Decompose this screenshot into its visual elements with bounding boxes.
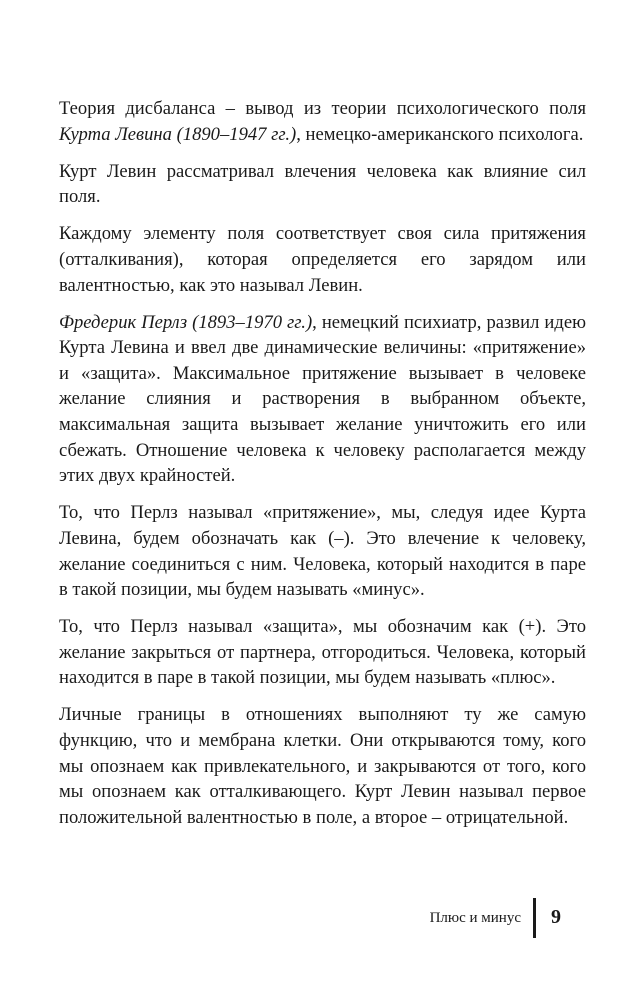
paragraph-2: Курт Левин рассматривал влечения человека как влияние сил поля.: [59, 160, 586, 208]
paragraph-1-text-a: Теория дисбаланса – вывод из теории психологического поля: [59, 98, 586, 119]
paragraph-4-name-perls: Фредерик Перлз (1893–1970 гг.): [59, 311, 313, 333]
paragraph-6: То, что Перлз называл «защита», мы обозначим как (+). Это желание закрыться от партнера, отгородиться. Человека, который находится в паре в такой позиции, мы будем называть «плюс».: [59, 616, 586, 689]
page-body: [59, 96, 586, 842]
paragraph-7: Личные границы в отношениях выполняют ту же самую функцию, что и мембрана клетки. Они открываются тому, кого мы опознаем как привлекательного, и закрываются от того, кого мы опознаем как отталкивающего. Курт Левин называл первое положительной валентностью в поле, а второе – отрицательной.: [59, 704, 586, 828]
paragraph-4: [59, 310, 586, 489]
page-number: 9: [551, 906, 561, 928]
running-title: Плюс и минус: [429, 910, 521, 926]
paragraph-1-text-c: , немецко-американского психолога.: [296, 123, 584, 145]
paragraph-1: [59, 96, 586, 147]
page-footer: [0, 898, 644, 938]
paragraph-5: То, что Перлз называл «притяжение», мы, следуя идее Курта Левина, будем обозначать как (–). Это влечение к человеку, желание соединиться с ним. Человека, который находится в паре в такой позиции, мы будем называть «минус».: [59, 502, 586, 601]
paragraph-1-name-lewin: Курта Левина (1890–1947 гг.): [59, 123, 297, 145]
footer-divider: [533, 898, 536, 938]
paragraph-3: Каждому элементу поля соответствует своя сила притяжения (отталкивания), которая определяется его зарядом или валентностью, как это называл Левин.: [59, 223, 586, 296]
paragraph-4-text-b: , немецкий психиатр, развил идею Курта Левина и ввел две динамические величины: «притяжение» и «защита». Максимальное притяжение вызывает в человеке желание слияния и растворения в выбранном объекте, максимальная защита вызывает желание уничтожить его или сбежать. Отношение человека к человеку располагается между этих двух крайностей.: [59, 311, 586, 487]
